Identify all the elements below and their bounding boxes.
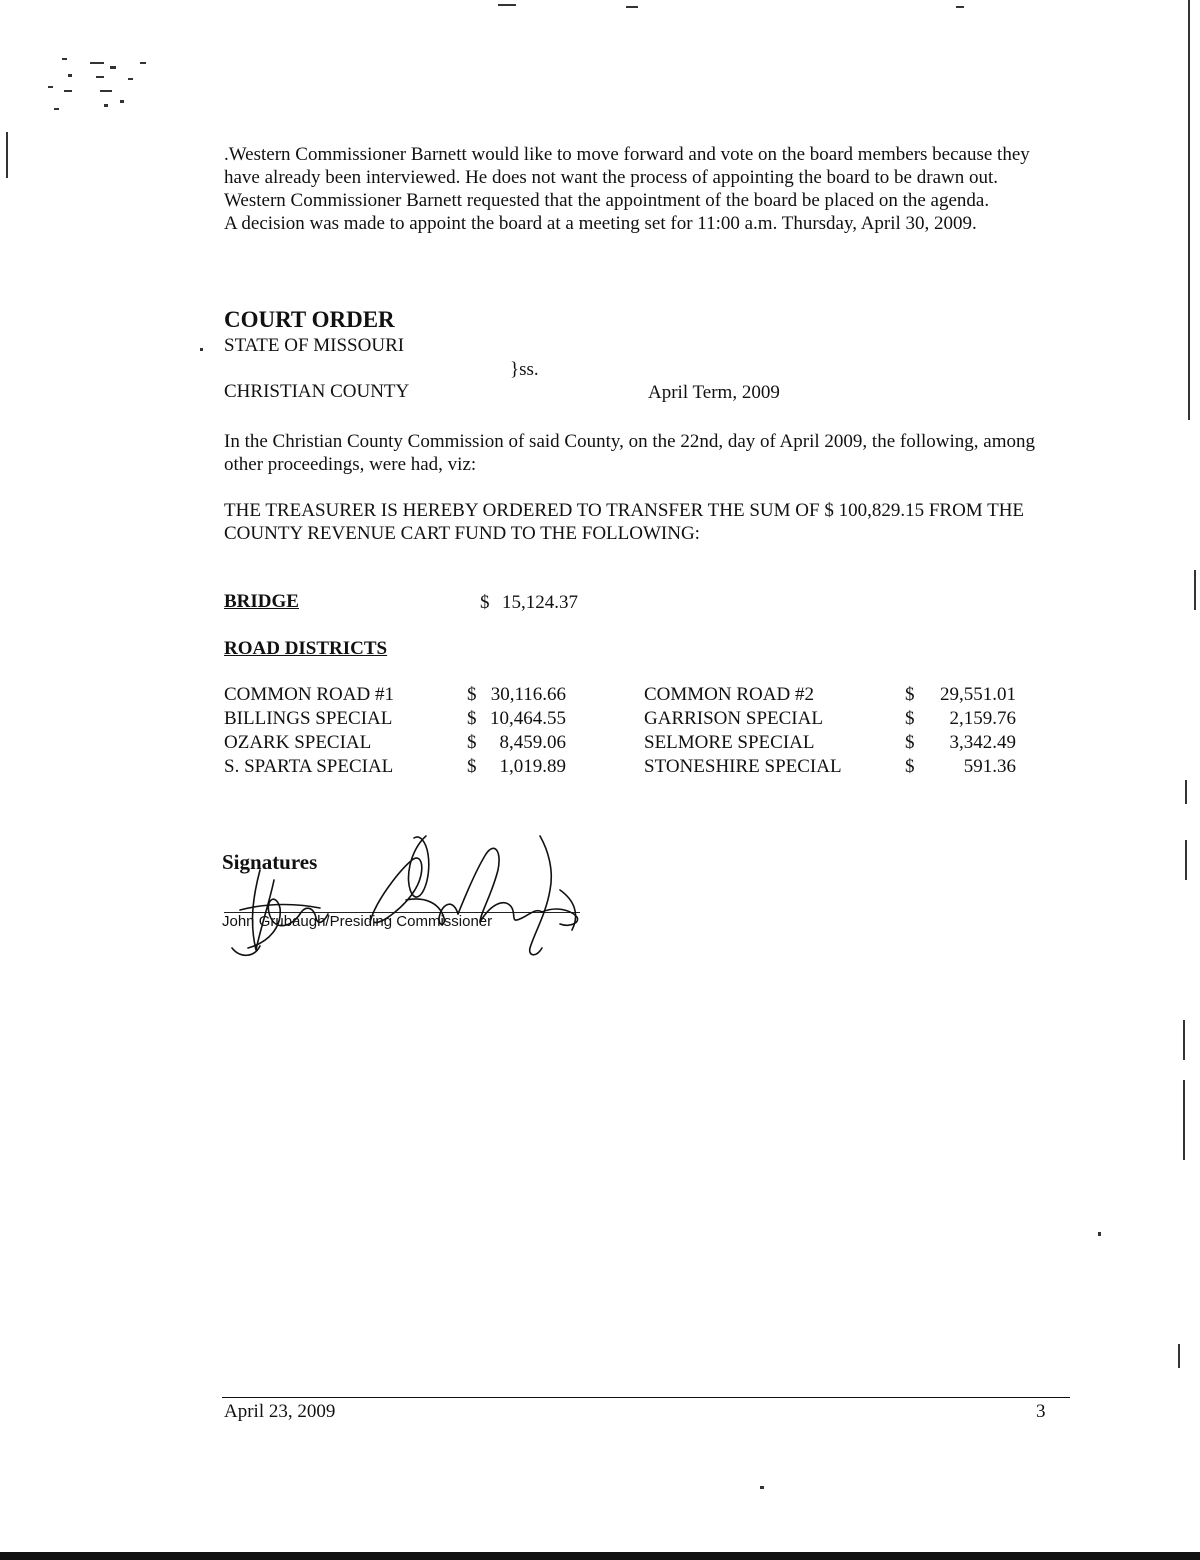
currency-sign: $ [905,708,915,729]
scan-edge-line [1178,1344,1180,1368]
scan-edge-line [1194,570,1196,610]
scan-speck [90,62,104,64]
bridge-amount: 15,124.37 [502,592,578,613]
intro-paragraph [224,143,1084,235]
district-amount: 29,551.01 [940,684,1016,705]
scan-speck [760,1486,764,1489]
intro-line: have already been interviewed. He does not want the process of appointing the board to be drawn out. [224,167,998,188]
table-row [0,707,1200,731]
district-amount: 10,464.55 [490,708,566,729]
intro-line: .Western Commissioner Barnett would like to move forward and vote on the board members because they [224,144,1030,165]
scan-edge-line [6,132,8,178]
scan-edge-line [1185,780,1187,804]
signatures-label: Signatures [222,850,318,874]
district-name: SELMORE SPECIAL [644,732,815,753]
order-text-line: COUNTY REVENUE CART FUND TO THE FOLLOWING: [224,523,700,544]
footer-date: April 23, 2009 [224,1401,336,1422]
scan-speck [54,108,59,110]
footer-rule [222,1397,1070,1398]
scan-speck [68,74,72,77]
scan-speck [104,104,108,107]
county-label: CHRISTIAN COUNTY [224,381,410,402]
scan-speck [100,90,112,92]
proceedings-line: In the Christian County Commission of said County, on the 22nd, day of April 2009, the following, among [224,431,1035,452]
district-amount: 591.36 [963,756,1016,777]
table-row [0,755,1200,779]
district-amount: 30,116.66 [490,684,566,705]
page-number: 3 [1036,1401,1046,1422]
district-name: OZARK SPECIAL [224,732,372,753]
court-order-heading: COURT ORDER [224,307,395,332]
scan-edge-line [1188,0,1190,420]
district-amount: 1,019.89 [499,756,566,777]
intro-line: A decision was made to appoint the board at a meeting set for 11:00 a.m. Thursday, April 30, 2009. [224,213,977,234]
bridge-currency: $ [480,592,490,613]
scan-bottom-edge [0,1552,1200,1560]
scan-edge-line [1183,1020,1185,1060]
district-name: COMMON ROAD #2 [644,684,814,705]
scan-speck [626,6,638,8]
ss-bracket: }ss. [510,359,539,380]
currency-sign: $ [467,756,477,777]
currency-sign: $ [905,732,915,753]
currency-sign: $ [905,684,915,705]
district-amount: 8,459.06 [499,732,566,753]
signer-caption: John Grubaugh/Presiding Commissioner [222,913,493,930]
district-amount: 3,342.49 [949,732,1016,753]
order-text-line: THE TREASURER IS HEREBY ORDERED TO TRANSFER THE SUM OF $ 100,829.15 FROM THE [224,500,1025,521]
scan-speck [956,6,964,8]
currency-sign: $ [467,732,477,753]
scan-speck [96,76,104,78]
scan-speck [498,4,516,6]
scan-edge-line [1185,840,1187,880]
currency-sign: $ [467,684,477,705]
scan-speck [64,90,72,92]
district-name: STONESHIRE SPECIAL [644,756,842,777]
scan-speck [62,58,67,60]
district-name: COMMON ROAD #1 [224,684,394,705]
proceedings-line: other proceedings, were had, viz: [224,454,477,475]
scan-speck [48,86,53,88]
state-label: STATE OF MISSOURI [224,335,405,356]
scan-edge-line [1183,1080,1185,1160]
bridge-label: BRIDGE [224,591,299,612]
intro-line: Western Commissioner Barnett requested that the appointment of the board be placed on the agenda. [224,190,990,211]
district-amount: 2,159.76 [949,708,1016,729]
currency-sign: $ [467,708,477,729]
scan-speck [110,66,116,69]
scan-speck [140,62,146,64]
table-row [0,731,1200,755]
currency-sign: $ [905,756,915,777]
term-label: April Term, 2009 [648,382,780,403]
handwritten-signature [230,830,600,960]
scan-speck [120,100,124,103]
road-districts-label: ROAD DISTRICTS [224,638,388,659]
scan-speck [1098,1232,1101,1236]
district-name: GARRISON SPECIAL [644,708,823,729]
district-name: BILLINGS SPECIAL [224,708,393,729]
scan-speck [128,78,133,80]
district-name: S. SPARTA SPECIAL [224,756,394,777]
scan-speck [200,348,203,351]
table-row [0,683,1200,707]
